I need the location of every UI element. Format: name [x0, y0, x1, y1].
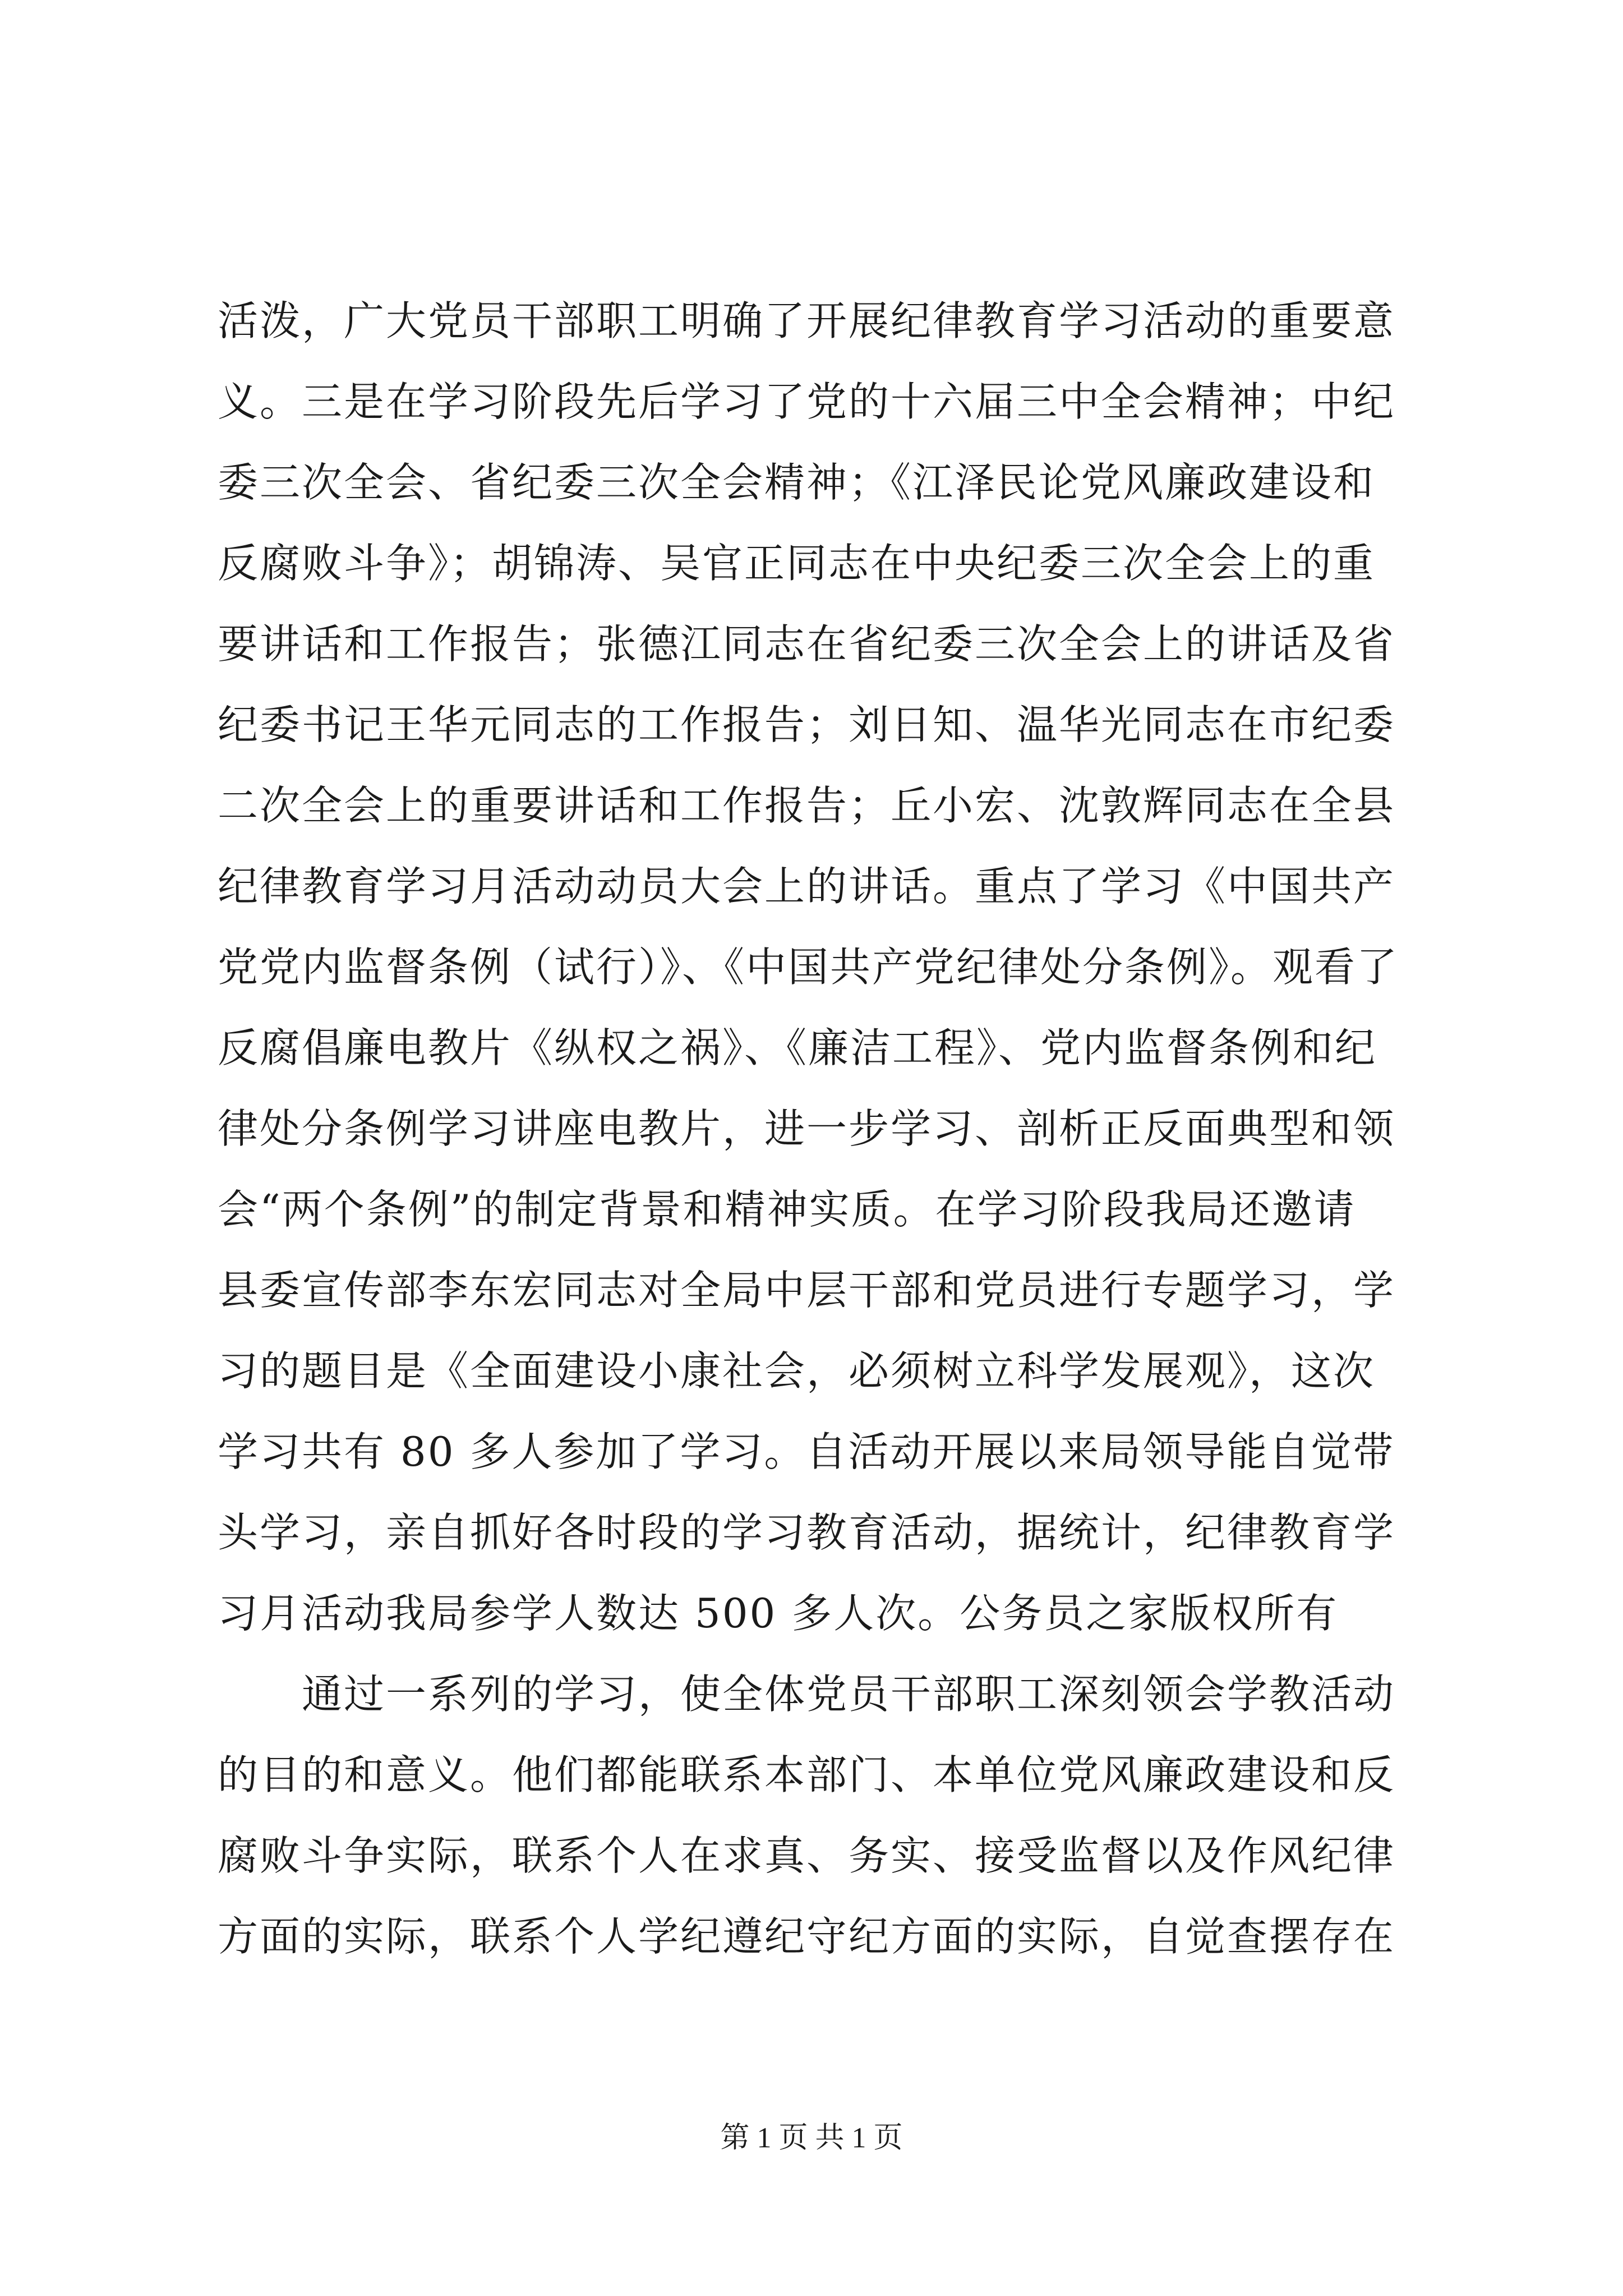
- text-line: 腐败斗争实际，联系个人在求真、务实、接受监督以及作风纪律: [218, 1832, 1396, 1879]
- text-line: 头学习，亲自抓好各时段的学习教育活动，据统计，纪律教育学: [218, 1509, 1396, 1556]
- text-line: 党党内监督条例（试行）》、《中国共产党纪律处分条例》。观看了: [218, 944, 1399, 991]
- text-line: 要讲话和工作报告；张德江同志在省纪委三次全会上的讲话及省: [218, 620, 1396, 668]
- text-line: 县委宣传部李东宏同志对全局中层干部和党员进行专题学习，学: [218, 1267, 1396, 1314]
- text-line: 义。三是在学习阶段先后学习了党的十六届三中全会精神；中纪: [218, 378, 1396, 425]
- text-line: 委三次全会、省纪委三次全会精神；《江泽民论党风廉政建设和: [218, 459, 1376, 506]
- text-line: 活泼，广大党员干部职工明确了开展纪律教育学习活动的重要意: [218, 297, 1396, 344]
- text-line: 反腐败斗争》；胡锦涛、吴官正同志在中央纪委三次全会上的重: [218, 540, 1376, 587]
- body-text: [218, 280, 1412, 1977]
- text-line: 纪委书记王华元同志的工作报告；刘日知、温华光同志在市纪委: [218, 701, 1396, 748]
- text-line: 二次全会上的重要讲话和工作报告；丘小宏、沈敦辉同志在全县: [218, 782, 1396, 829]
- text-line: 会“两个条例”的制定背景和精神实质。在学习阶段我局还邀请: [218, 1186, 1356, 1233]
- text-line: 习的题目是《全面建设小康社会，必须树立科学发展观》，这次: [218, 1347, 1376, 1395]
- text-line: 律处分条例学习讲座电教片，进一步学习、剖析正反面典型和领: [218, 1105, 1396, 1152]
- text-line: 纪律教育学习月活动动员大会上的讲话。重点了学习《中国共产: [218, 863, 1396, 910]
- text-line: 通过一系列的学习，使全体党员干部职工深刻领会学教活动: [218, 1671, 1396, 1718]
- text-line: 学习共有 80 多人参加了学习。自活动开展以来局领导能自觉带: [218, 1428, 1395, 1475]
- text-line: 方面的实际，联系个人学纪遵纪守纪方面的实际，自觉查摆存在: [218, 1913, 1396, 1960]
- text-line: 习月活动我局参学人数达 500 多人次。公务员之家版权所有: [218, 1590, 1339, 1637]
- text-line: 反腐倡廉电教片《纵权之祸》、《廉洁工程》、党内监督条例和纪: [218, 1024, 1377, 1071]
- text-line: 的目的和意义。他们都能联系本部门、本单位党风廉政建设和反: [218, 1751, 1396, 1798]
- page-footer: 第 1 页 共 1 页: [720, 2122, 903, 2154]
